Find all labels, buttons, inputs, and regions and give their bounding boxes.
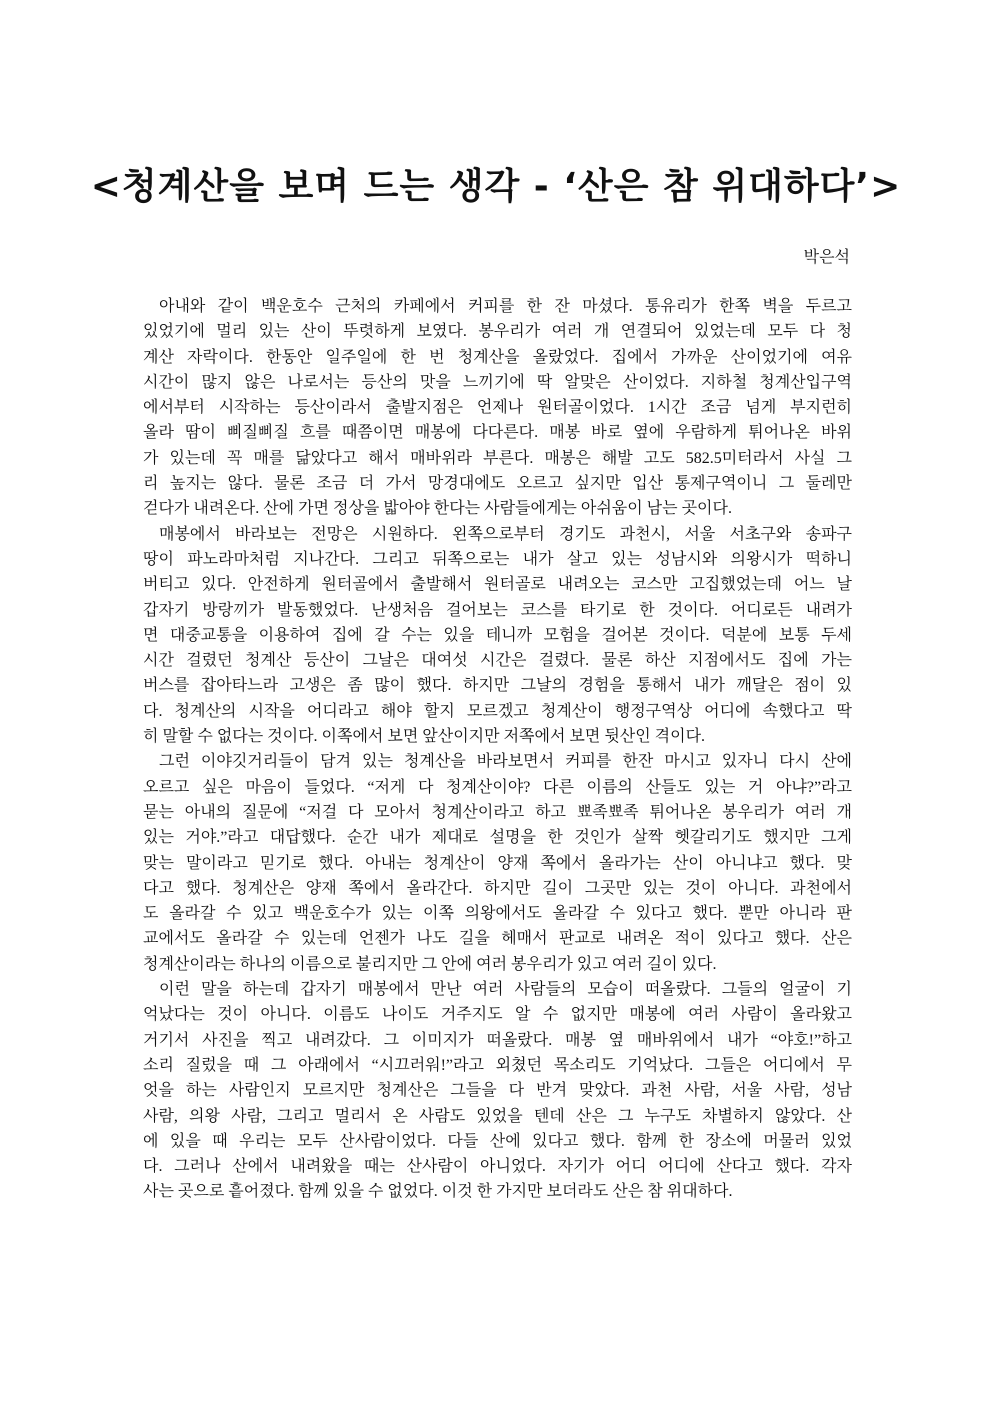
text-line: 교에서도 올라갈 수 있는데 언젠가 나도 길을 헤매서 판교로 내려온 적이 있다고 했다. 산은: [143, 930, 852, 948]
text-line: 도 올라갈 수 있고 백운호수가 있는 이쪽 의왕에서도 올라갈 수 있다고 했다. 뿐만 아니라 판: [143, 905, 852, 923]
text-line: 거기서 사진을 찍고 내려갔다. 그 이미지가 떠올랐다. 매봉 옆 매바위에서 내가 “야호!”하고: [143, 1031, 852, 1049]
text-line: 다고 했다. 청계산은 양재 쪽에서 올라간다. 하지만 길이 그곳만 있는 것이 아니다. 과천에서: [143, 879, 852, 897]
document-body: [143, 294, 852, 1205]
document-title: <청계산을 보며 드는 생각 - ‘산은 참 위대하다’>: [90, 166, 902, 207]
text-line: 걷다가 내려온다. 산에 가면 정상을 밟아야 한다는 사람들에게는 아쉬움이 남는 곳이다.: [143, 500, 732, 518]
text-line: 사는 곳으로 흩어졌다. 함께 있을 수 없었다. 이것 한 가지만 보더라도 산은 참 위대하다.: [143, 1183, 733, 1201]
text-line: 에 있을 때 우리는 모두 산사람이었다. 다들 산에 있다고 했다. 함께 한 장소에 머물러 있었: [143, 1132, 852, 1150]
text-line: 엇을 하는 사람인지 모르지만 청계산은 그들을 다 반겨 맞았다. 과천 사람, 서울 사람, 성남: [143, 1082, 852, 1100]
text-line: 다. 그러나 산에서 내려왔을 때는 산사람이 아니었다. 자기가 어디 어디에 산다고 했다. 각자: [143, 1158, 852, 1176]
text-line: 시간이 많지 않은 나로서는 등산의 맛을 느끼기에 딱 알맞은 산이었다. 지하철 청계산입구역: [143, 373, 852, 391]
text-line: 이런 말을 하는데 갑자기 매봉에서 만난 여러 사람들의 모습이 떠올랐다. 그들의 얼굴이 기: [159, 981, 852, 999]
text-line: 억났다는 것이 아니다. 이름도 나이도 거주지도 알 수 없지만 매봉에 여러 사람이 올라왔고: [143, 1006, 852, 1024]
paragraph: [143, 522, 852, 750]
paragraph: [143, 294, 852, 522]
text-line: 히 말할 수 없다는 것이다. 이쪽에서 보면 앞산이지만 저쪽에서 보면 뒷산인 격이다.: [143, 728, 706, 746]
text-line: 있었기에 멀리 있는 산이 뚜렷하게 보였다. 봉우리가 여러 개 연결되어 있었는데 모두 다 청: [143, 323, 852, 341]
text-line: 있는 거야.”라고 대답했다. 순간 내가 제대로 설명을 한 것인가 살짝 헷갈리기도 했지만 그게: [143, 829, 852, 847]
text-line: 오르고 싶은 마음이 들었다. “저게 다 청계산이야? 다른 이름의 산들도 있는 거 아냐?”라고: [143, 778, 852, 796]
text-line: 땅이 파노라마처럼 지나간다. 그리고 뒤쪽으로는 내가 살고 있는 성남시와 의왕시가 떡하니: [143, 550, 852, 568]
text-line: 에서부터 시작하는 등산이라서 출발지점은 언제나 원터골이었다. 1시간 조금 넘게 부지런히: [143, 399, 852, 417]
text-line: 아내와 같이 백운호수 근처의 카페에서 커피를 한 잔 마셨다. 통유리가 한쪽 벽을 두르고: [159, 298, 852, 315]
text-line: 청계산이라는 하나의 이름으로 불리지만 그 안에 여러 봉우리가 있고 여러 길이 있다.: [143, 955, 717, 973]
paragraph: [143, 977, 852, 1205]
text-line: 매봉에서 바라보는 전망은 시원하다. 왼쪽으로부터 경기도 과천시, 서울 서초구와 송파구: [159, 525, 852, 543]
text-line: 가 있는데 꼭 매를 닮았다고 해서 매바위라 부른다. 매봉은 해발 고도 582.5미터라서 사실 그: [143, 449, 852, 467]
text-line: 갑자기 방랑끼가 발동했었다. 난생처음 걸어보는 코스를 타기로 한 것이다. 어디로든 내려가: [143, 601, 852, 619]
text-line: 시간 걸렸던 청계산 등산이 그날은 대여섯 시간은 걸렸다. 물론 하산 지점에서도 집에 가는: [143, 652, 852, 670]
text-line: 버스를 잡아타느라 고생은 좀 많이 했다. 하지만 그날의 경험을 통해서 내가 깨달은 점이 있: [143, 677, 852, 695]
text-line: 리 높지는 않다. 물론 조금 더 가서 망경대에도 오르고 싶지만 입산 통제구역이니 그 둘레만: [143, 475, 852, 493]
author-name: 박은석: [803, 249, 850, 266]
paragraph: [143, 749, 852, 977]
text-line: 면 대중교통을 이용하여 집에 갈 수는 있을 테니까 모험을 걸어본 것이다. 덕분에 보통 두세: [143, 626, 852, 644]
text-line: 다. 청계산의 시작을 어디라고 해야 할지 모르겠고 청계산이 행정구역상 어디에 속했다고 딱: [143, 702, 852, 720]
text-line: 맞는 말이라고 믿기로 했다. 아내는 청계산이 양재 쪽에서 올라가는 산이 아니냐고 했다. 맞: [143, 854, 852, 872]
text-line: 소리 질렀을 때 그 아래에서 “시끄러워!”라고 외쳤던 목소리도 기억났다. 그들은 어디에서 무: [143, 1056, 852, 1074]
text-line: 계산 자락이다. 한동안 일주일에 한 번 청계산을 올랐었다. 집에서 가까운 산이었기에 여유: [143, 348, 852, 366]
text-line: 버티고 있다. 안전하게 원터골에서 출발해서 원터골로 내려오는 코스만 고집했었는데 어느 날: [143, 576, 852, 594]
text-line: 그런 이야깃거리들이 담겨 있는 청계산을 바라보면서 커피를 한잔 마시고 있자니 다시 산에: [159, 753, 852, 771]
text-line: 묻는 아내의 질문에 “저걸 다 모아서 청계산이라고 하고 뾰족뾰족 튀어나온 봉우리가 여러 개: [143, 803, 852, 821]
text-line: 올라 땀이 삐질삐질 흐를 때쯤이면 매봉에 다다른다. 매봉 바로 옆에 우람하게 튀어나온 바위: [143, 424, 852, 442]
text-line: 사람, 의왕 사람, 그리고 멀리서 온 사람도 있었을 텐데 산은 그 누구도 차별하지 않았다. 산: [143, 1107, 852, 1125]
